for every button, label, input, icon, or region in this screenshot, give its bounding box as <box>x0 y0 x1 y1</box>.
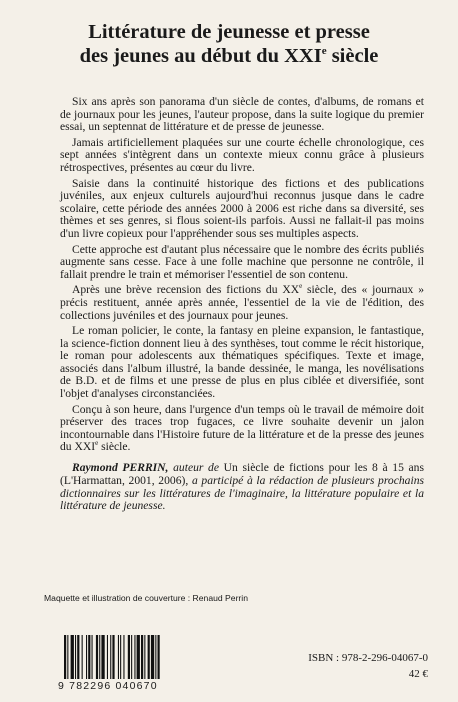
blurb-paragraph-5: Après une brève recension des fictions du XXe siècle, des « journaux » précis restituent, année après année, l'essentiel de la vie de l'édition, des collections juvéniles et des journaux pour jeunes. <box>60 282 424 322</box>
barcode-bar <box>137 635 140 679</box>
barcode-bar <box>144 635 145 679</box>
author-name: Raymond PERRIN, <box>72 461 169 474</box>
barcode-bar <box>141 635 143 679</box>
barcode-bar <box>67 635 68 679</box>
barcode-bar <box>120 635 121 679</box>
title-line-1: Littérature de jeunesse et presse <box>88 21 370 43</box>
blurb-paragraph-4: Cette approche est d'autant plus nécessaire que le nombre des écrits publiés augmente sans cesse. Face à une folle machine que personne ne contrôle, il fallait prendre le train et mémoriser l'essentiel de son contenu. <box>60 242 424 281</box>
barcode-bar <box>151 635 154 679</box>
barcode-bar <box>158 635 160 679</box>
blurb-paragraph-2: Jamais artificiellement plaquées sur une courte échelle chronologique, ces sept années s'intègrent dans un contexte mieux connu grâce à plusieurs rétrospectives, présentes au cœur du livre. <box>60 135 424 174</box>
barcode-bar <box>155 635 156 679</box>
barcode-digits: 9 782296 040670 <box>58 680 158 692</box>
barcode-bar <box>96 635 98 679</box>
barcode-bar <box>148 635 150 679</box>
blurb-paragraph-6: Le roman policier, le conte, la fantasy en pleine expansion, le fantastique, la science-fiction donnent lieu à des synthèses, tout comme le récit historique, le roman pour adolescents aux thématiques spécifiques. Texte et image, associés dans l'album illustré, la bande dessinée, le manga, les novélisations de B.D. et de films et une presse de plus en plus ciblée et diversifiée, sont l'objet d'analyses circonstanciées. <box>60 324 424 401</box>
barcode-bar <box>118 635 119 679</box>
barcode-bar <box>128 635 130 679</box>
barcode-bar <box>71 635 74 679</box>
barcode-bar <box>82 635 83 679</box>
barcode-bar <box>77 635 79 679</box>
blurb <box>60 96 424 457</box>
barcode-bar <box>110 635 111 679</box>
barcode-bar <box>134 635 135 679</box>
price: 42 € <box>408 668 428 680</box>
barcode-bar <box>123 635 124 679</box>
author-bio: Raymond PERRIN, auteur de Un siècle de fictions pour les 8 à 15 ans (L'Harmattan, 2001, 2006), a participé à la rédaction de plusieurs prochains dictionnaires sur les littératures de l'imaginaire, la littérature populaire et la littérature de jeunesse. <box>60 461 424 513</box>
barcode-bar <box>92 635 93 679</box>
barcode-bar <box>86 635 87 679</box>
barcode-bar <box>75 635 76 679</box>
blurb-paragraph-1: Six ans après son panorama d'un siècle de contes, d'albums, de romans et de journaux pour les jeunes, l'auteur propose, dans la suite logique du premier essai, un septennat de littérature et de presse de jeunesse. <box>60 95 424 134</box>
barcode <box>62 635 192 683</box>
barcode-bar <box>131 635 132 679</box>
barcode-bar <box>99 635 100 679</box>
barcode-bar <box>88 635 90 679</box>
cover-credit: Maquette et illustration de couverture : Renaud Perrin <box>44 593 248 603</box>
blurb-paragraph-7: Conçu à son heure, dans l'urgence d'un temps où le travail de mémoire doit préserver des traces trop fugaces, ce livre souhaite devenir un jalon incontournable dans l'Histoire future de la littérature et de la presse des jeunes du XXIe siècle. <box>60 402 424 454</box>
barcode-bars <box>62 635 192 679</box>
barcode-bar <box>107 635 108 679</box>
barcode-bar <box>101 635 104 679</box>
barcode-bar <box>64 635 66 679</box>
isbn: ISBN : 978-2-296-04067-0 <box>308 652 428 664</box>
barcode-bar <box>112 635 114 679</box>
book-title <box>20 20 438 68</box>
title-line-2: des jeunes au début du XXIe siècle <box>79 45 379 67</box>
blurb-paragraph-3: Saisie dans la continuité historique des fictions et des publications juvéniles, aux enjeux culturels aujourd'hui reconnus jusque dans le cadre scolaire, cette période des années 2000 à 2006 est riche dans sa diversité, ses thèmes et ses genres, si flous soient-ils parfois. Aussi ne fallait-il pas moins d'un livre copieux pour l'appréhender sous ses multiples aspects. <box>60 176 424 240</box>
